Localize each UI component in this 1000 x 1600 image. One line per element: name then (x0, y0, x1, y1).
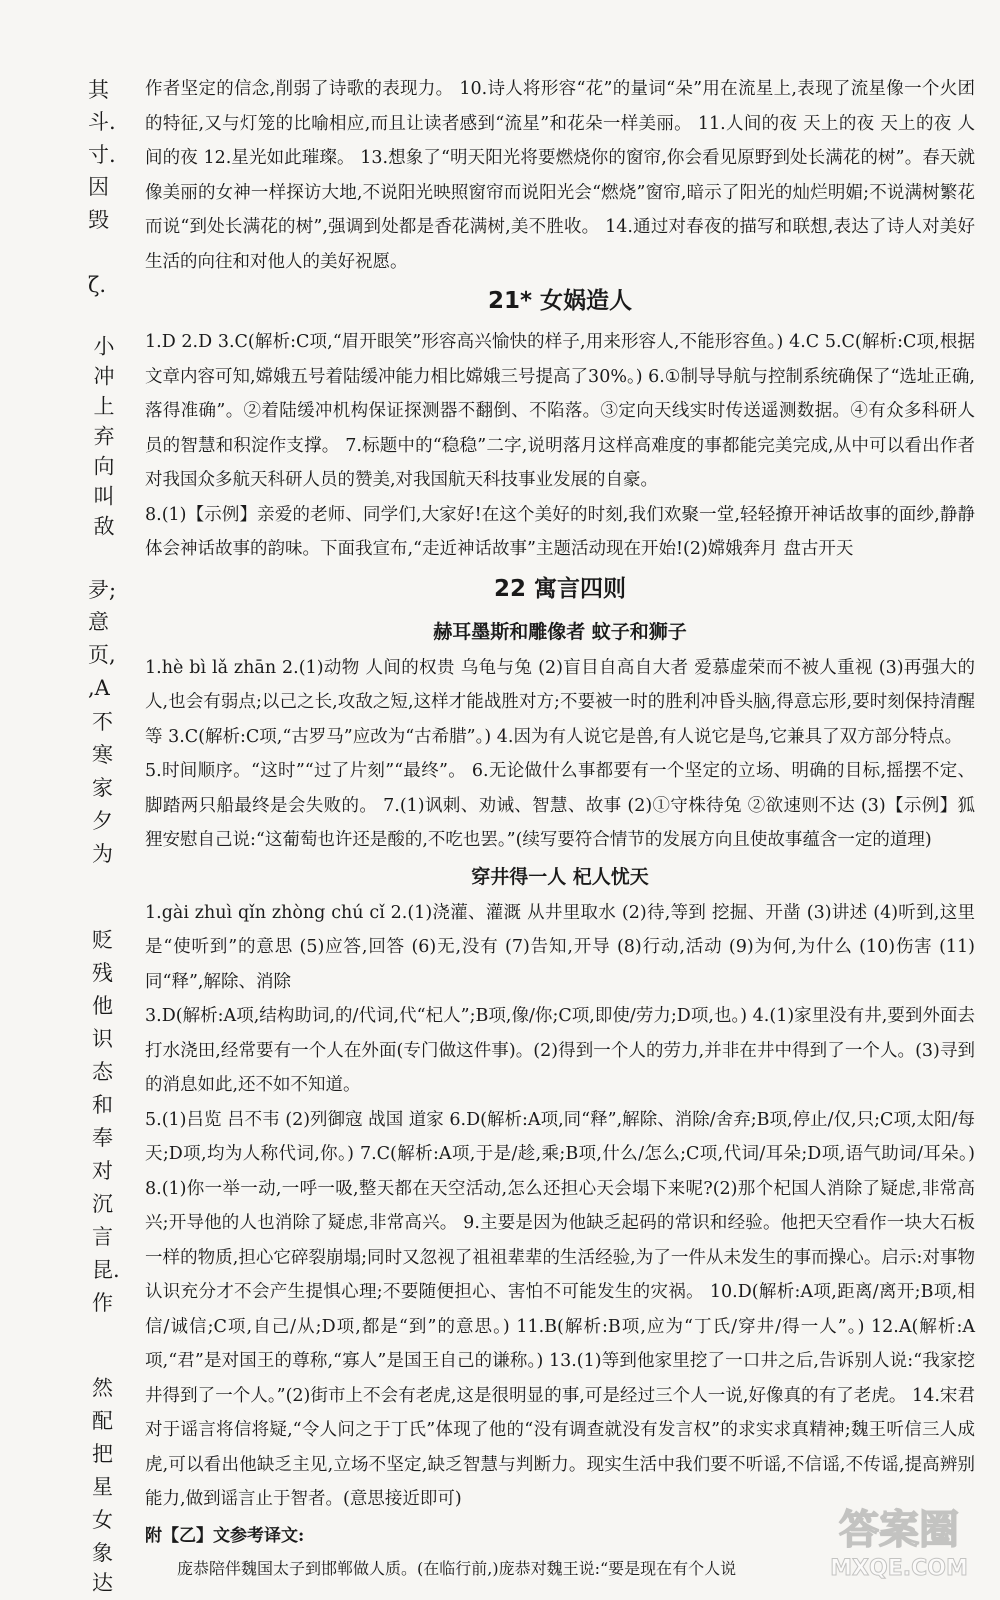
margin-fragment: 毁 (88, 208, 109, 232)
watermark-logo (817, 1497, 982, 1582)
margin-fragment: 残 (92, 961, 113, 985)
margin-fragment: 意 (88, 610, 109, 634)
margin-fragment: 寒 (92, 743, 113, 767)
margin-fragment: 家 (92, 776, 113, 800)
margin-fragment: 不 (92, 710, 113, 734)
watermark-logo-graphic (817, 1497, 982, 1582)
section-22-paragraph-5: 5.(1)吕览 吕不韦 (2)列御寇 战国 道家 6.D(解析:A项,同“释”,解除、消除/舍弃;B项,停止/仅,只;C项,太阳/每天;D项,均为人称代词,你。) 7.C(解析:A项,于是/趁,乘;B项,什么/怎么;C项,代词/耳朵;D项,语气助词/耳朵。) 8.(1)你一举一动,一呼一吸,整天都在天空活动,怎么还担心天会塌下来呢?(2)那个杞国人消除了疑虑,非常高兴;开导他的人也消除了疑虑,非常高兴。 9.主要是因为他缺乏起码的常识和经验。他把天空看作一块大石板一样的物质,担心它碎裂崩塌;同时又忽视了祖祖辈辈的生活经验,为了一件从未发生的事而操心。启示:对事物认识充分才不会产生提惧心理;不要随便担心、害怕不可能发生的灾祸。 10.D(解析:A项,距离/离开;B项,相信/诚信;C项,自己/从;D项,都是“到”的意思。) 11.B(解析:B项,应为“丁氏/穿井/得一人”。) 12.A(解析:A项,“君”是对国王的尊称,“寡人”是国王自己的谦称。) 13.(1)等到他家里挖了一口井之后,告诉别人说:“我家挖井得到了一个人。”(2)街市上不会有老虎,这是很明显的事,可是经过三个人一说,好像真的有了老虎。 14.宋君对于谣言将信将疑,“令人问之于丁氏”体现了他的“没有调查就没有发言权”的求实求真精神;魏王听信三人成虎,可以看出他缺乏主见,立场不坚定,缺乏智慧与判断力。现实生活中我们要不听谣,不信谣,不传谣,提高辨别能力,做到谣言止于智者。(意思接近即可) (145, 1109, 975, 1509)
margin-fragment: ,A (88, 676, 110, 700)
answer-page (145, 72, 975, 1585)
margin-fragment: 对 (92, 1159, 113, 1183)
section-22-paragraph-1: 1.hè bì lǎ zhān 2.(1)动物 人间的权贵 乌龟与兔 (2)盲目自高自大者 爱慕虚荣而不被人重视 (3)再强大的人,也会有弱点;以己之长,攻敌之短,这样才能战胜对方;不要被一时的胜利冲昏头脑,得意忘形,要时刻保持清醒等 3.C(解析:C项,“古罗马”应改为“古希腊”。) 4.因为有人说它是兽,有人说它是鸟,它兼具了双方部分特点。 (145, 657, 975, 747)
margin-fragment: 星 (92, 1475, 113, 1499)
margin-fragment: 象 (92, 1541, 113, 1565)
margin-fragment: 斗. (88, 110, 116, 134)
margin-fragment: 寸. (88, 143, 116, 167)
margin-fragment: 因 (88, 175, 109, 199)
margin-fragment: 其 (88, 78, 109, 102)
margin-fragment: 夛; (88, 578, 117, 602)
margin-fragment: 识 (92, 1027, 113, 1051)
section-21-title: 21* 女娲造人 (487, 288, 633, 314)
section-22-paragraph-4: 3.D(解析:A项,结构助词,的/代词,代“杞人”;B项,像/你;C项,即使/劳力;D项,也。) 4.(1)家里没有井,要到外面去打水浇田,经常要有一个人在外面(专门做这件事)。(2)得到一个人的劳力,并非在井中得到了一个人。(3)寻到的消息如此,还不如不知道。 (145, 1006, 975, 1095)
margin-fragment: 女 (92, 1508, 113, 1532)
margin-fragment: 奉 (92, 1126, 113, 1150)
watermark-line-1: 答案圈 (839, 1507, 959, 1553)
margin-fragment: 然 (92, 1376, 113, 1400)
margin-fragment: 态 (92, 1060, 113, 1084)
margin-fragment: 言 (92, 1225, 113, 1249)
section-22-paragraph-2: 5.时间顺序。“这时”“过了片刻”“最终”。 6.无论做什么事都要有一个坚定的立场、明确的目标,摇摆不定、脚踏两只船最终是会失败的。 7.(1)讽刺、劝诫、智慧、故事 (2)①守株待兔 ②欲速则不达 (3)【示例】狐狸安慰自己说:“这葡萄也许还是酸的,不吃也罢。”(续写要符合情节的发展方向且使故事蕴含一定的道理) (145, 761, 975, 850)
margin-fragment: 贬 (92, 928, 113, 952)
margin-fragment: 作 (92, 1291, 113, 1315)
section-21-paragraph-1: 1.D 2.D 3.C(解析:C项,“眉开眼笑”形容高兴愉快的样子,用来形容人,不能形容鱼。) 4.C 5.C(解析:C项,根据文章内容可知,嫦娥五号着陆缓冲能力相比嫦娥三号提高了30%。) 6.①制导导航与控制系统确保了“选址正确,落得准确”。②着陆缓冲机构保证探测器不翻倒、不陷落。③定向天线实时传送遥测数据。④有众多科研人员的智慧和积淀作支撑。 7.标题中的“稳稳”二字,说明落月这样高难度的事都能完美完成,从中可以看出作者对我国众多航天科研人员的赞美,对我国航天科技事业发展的自豪。 (145, 332, 975, 490)
section-22-subtitle-1: 赫耳墨斯和雕像者 蚊子和狮子 (433, 620, 687, 643)
margin-fragment: 页, (88, 643, 116, 667)
margin-fragment: 和 (92, 1093, 113, 1117)
margin-fragment: 小冲上弃向叫敌 (91, 335, 115, 545)
appendix-text: 庞恭陪伴魏国太子到邯郸做人质。(在临行前,)庞恭对魏王说:“要是现在有个人说 (177, 1558, 737, 1578)
left-margin-fragments (0, 0, 130, 1600)
margin-fragment: 达 (92, 1571, 113, 1595)
margin-fragment: 配 (92, 1409, 113, 1433)
margin-fragment: 把 (92, 1442, 113, 1466)
margin-fragment: ζ. (88, 273, 107, 297)
margin-fragment: 他 (92, 994, 113, 1018)
margin-fragment: 昆. (92, 1258, 120, 1282)
appendix-label: 附【乙】文参考译文: (145, 1525, 305, 1546)
section-21-paragraph-2: 8.(1)【示例】亲爱的老师、同学们,大家好!在这个美好的时刻,我们欢聚一堂,轻轻撩开神话故事的面纱,静静体会神话故事的韵味。下面我宣布,“走近神话故事”主题活动现在开始!(2)嫦娥奔月 盘古开天 (145, 504, 975, 559)
margin-fragment: 为 (92, 842, 113, 866)
watermark-line-2: MXQE.COM (830, 1556, 968, 1581)
section-22-paragraph-3: 1.gài zhuì qǐn zhòng chú cǐ 2.(1)浇灌、灌溉 从井里取水 (2)待,等到 挖掘、开凿 (3)讲述 (4)听到,这里是“使听到”的意思 (5)应答,回答 (6)无,没有 (7)告知,开导 (8)行动,活动 (9)为何,为什么 (10)伤害 (11)同“释”,解除、消除 (145, 902, 975, 992)
section-22-subtitle-2: 穿井得一人 杞人忧天 (471, 865, 649, 888)
margin-fragment: 夕 (92, 809, 113, 833)
section-22-title: 22 寓言四则 (493, 575, 626, 602)
section-top-paragraph: 作者坚定的信念,削弱了诗歌的表现力。 10.诗人将形容“花”的量词“朵”用在流星上,表现了流星像一个火团的特征,又与灯笼的比喻相应,而且让读者感到“流星”和花朵一样美丽。 11.人间的夜 天上的夜 天上的夜 人间的夜 12.星光如此璀璨。 13.想象了“明天阳光将要燃烧你的窗帘,你会看见原野到处长满花的树”。春天就像美丽的女神一样探访大地,不说阳光映照窗帘而说阳光会“燃烧”窗帘,暗示了阳光的灿烂明媚;不说满树繁花而说“到处长满花的树”,强调到处都是香花满树,美不胜收。 14.通过对春夜的描写和联想,表达了诗人对美好生活的向往和对他人的美好祝愿。 (145, 79, 975, 272)
margin-fragment: 沉 (92, 1192, 113, 1216)
